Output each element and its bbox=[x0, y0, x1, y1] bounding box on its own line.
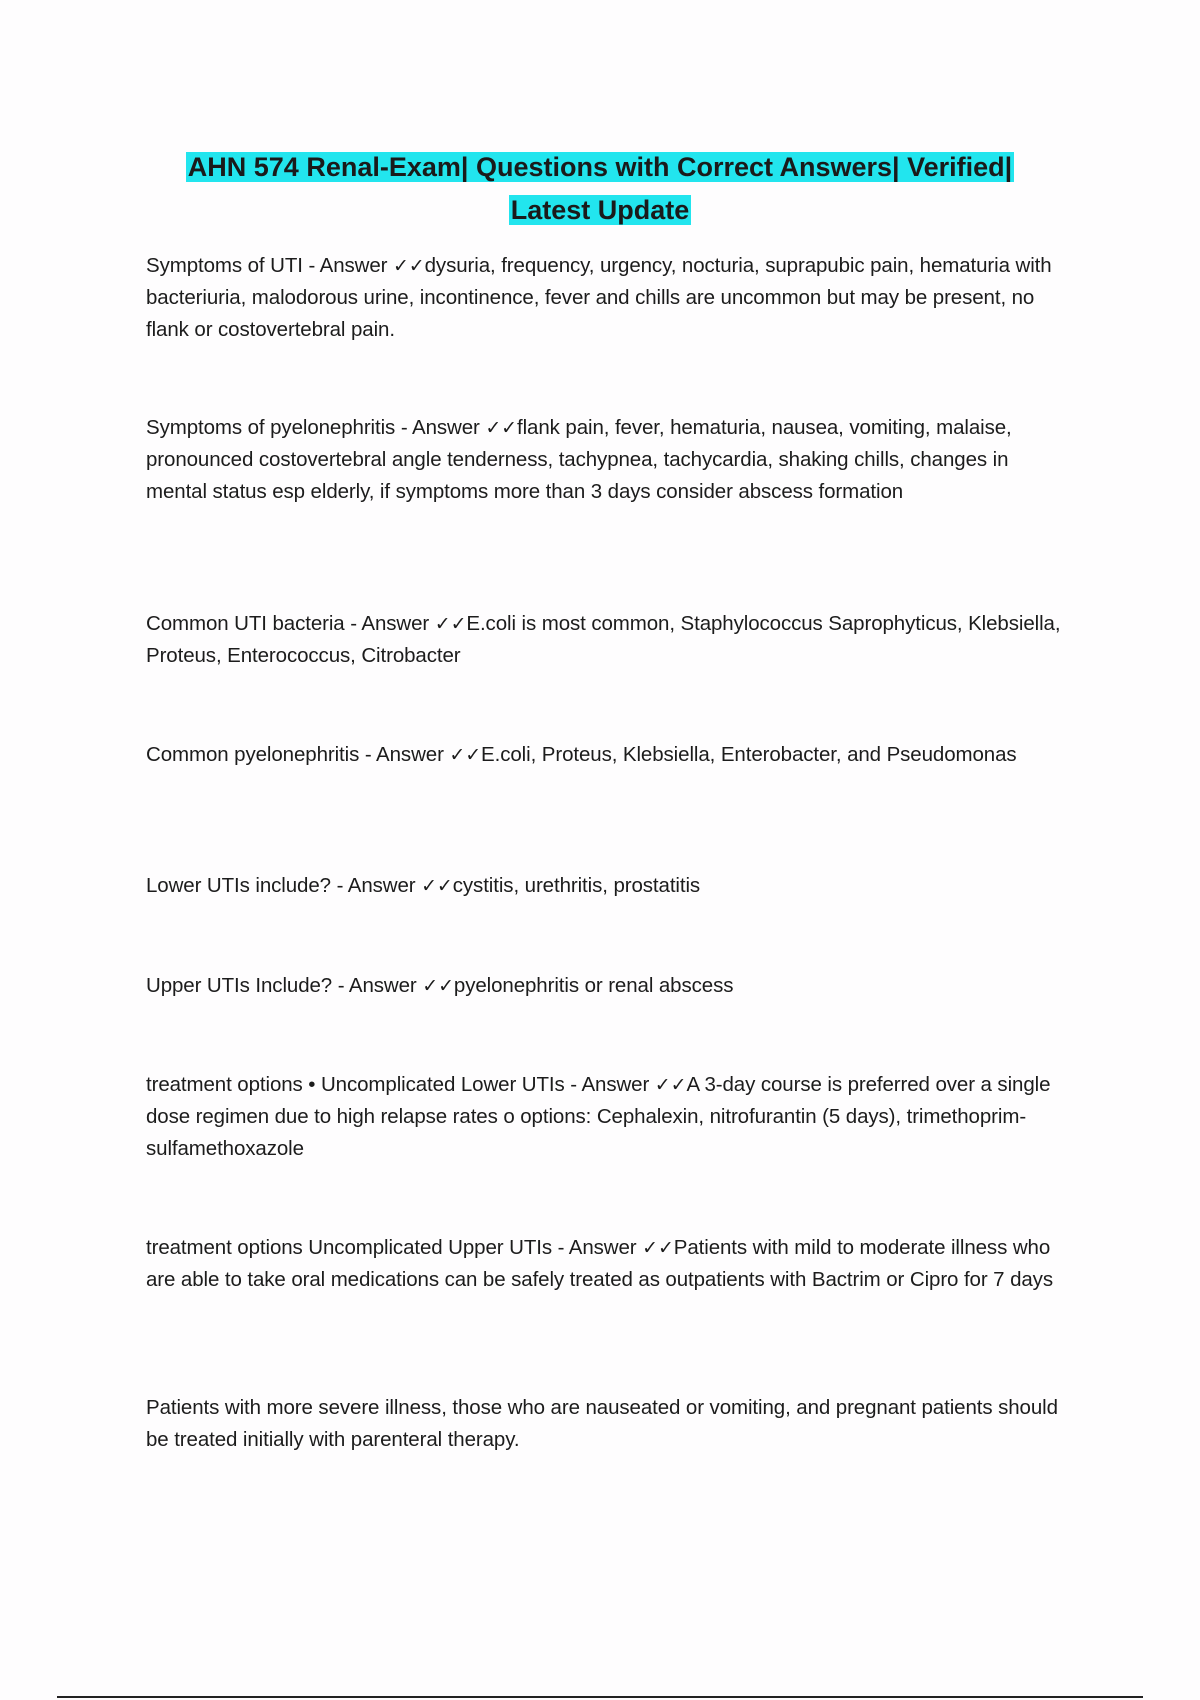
answer-text: A 3-day course is preferred over a single dose regimen due to high relapse rates o options: Cephalexin, nitrofurantin (5 days), trimethoprim-sulfamethoxazole bbox=[146, 1073, 1051, 1160]
qa-item-pyelonephritis-bacteria bbox=[146, 739, 1066, 771]
question-text: treatment options • Uncomplicated Lower UTIs bbox=[146, 1073, 565, 1096]
double-check-icon: ✓✓ bbox=[392, 255, 425, 277]
answer-separator: - Answer bbox=[330, 874, 422, 897]
footer-divider bbox=[57, 1696, 1143, 1698]
title-line-1: AHN 574 Renal-Exam| Questions with Correct Answers| Verified| bbox=[187, 152, 1013, 182]
answer-text: flank pain, fever, hematuria, nausea, vomiting, malaise, pronounced costovertebral angle tenderness, tachypnea, tachycardia, shaking chills, changes in mental status esp elderly, if symptoms more than 3 days consider abscess formation bbox=[146, 416, 1012, 503]
double-check-icon: ✓✓ bbox=[422, 975, 454, 997]
double-check-icon: ✓✓ bbox=[654, 1074, 687, 1096]
question-text: Common pyelonephritis bbox=[146, 743, 360, 766]
answer-text: Patients with mild to moderate illness who are able to take oral medications can be safely treated as outpatients with Bactrim or Cipro for 7 days bbox=[146, 1236, 1053, 1291]
question-text: Lower UTIs include? bbox=[146, 874, 331, 897]
answer-text: E.coli is most common, Staphylococcus Saprophyticus, Klebsiella, Proteus, Enterococcus, Citrobacter bbox=[146, 612, 1061, 667]
title-line-2: Latest Update bbox=[510, 195, 690, 225]
double-check-icon: ✓✓ bbox=[434, 613, 467, 635]
double-check-icon: ✓✓ bbox=[421, 875, 453, 897]
answer-separator: - Answer bbox=[564, 1073, 655, 1096]
answer-text: cystitis, urethritis, prostatitis bbox=[452, 874, 701, 897]
answer-text: dysuria, frequency, urgency, nocturia, suprapubic pain, hematuria with bacteriuria, malodorous urine, incontinence, fever and chills are uncommon but may be present, no flank or costovertebral pain. bbox=[146, 254, 1052, 341]
answer-separator: - Answer bbox=[395, 416, 486, 439]
answer-separator: - Answer bbox=[302, 254, 393, 277]
question-text: Symptoms of pyelonephritis bbox=[146, 416, 396, 439]
double-check-icon: ✓✓ bbox=[449, 744, 482, 766]
qa-item-lower-uti-treatment bbox=[146, 1069, 1066, 1165]
qa-item-uti-bacteria bbox=[146, 608, 1066, 672]
qa-item-upper-utis bbox=[146, 970, 1066, 1002]
answer-text: pyelonephritis or renal abscess bbox=[453, 974, 734, 997]
qa-item-upper-uti-treatment bbox=[146, 1232, 1066, 1296]
answer-separator: - Answer bbox=[344, 612, 435, 635]
qa-item-uti-symptoms bbox=[146, 250, 1066, 346]
question-text: Symptoms of UTI bbox=[146, 254, 303, 277]
answer-separator: - Answer bbox=[332, 974, 423, 997]
note-paragraph: Patients with more severe illness, those who are nauseated or vomiting, and pregnant patients should be treated initially with parenteral therapy. bbox=[146, 1396, 1058, 1451]
qa-item-pyelonephritis-symptoms bbox=[146, 412, 1066, 508]
answer-separator: - Answer bbox=[551, 1236, 643, 1259]
question-text: Upper UTIs Include? bbox=[146, 974, 333, 997]
double-check-icon: ✓✓ bbox=[485, 417, 517, 439]
answer-separator: - Answer bbox=[359, 743, 450, 766]
question-text: treatment options Uncomplicated Upper UTIs bbox=[146, 1236, 552, 1259]
double-check-icon: ✓✓ bbox=[642, 1237, 674, 1259]
document-title bbox=[100, 146, 1100, 232]
question-text: Common UTI bacteria bbox=[146, 612, 345, 635]
answer-text: E.coli, Proteus, Klebsiella, Enterobacter, and Pseudomonas bbox=[481, 743, 1017, 766]
qa-item-lower-utis bbox=[146, 870, 1066, 902]
